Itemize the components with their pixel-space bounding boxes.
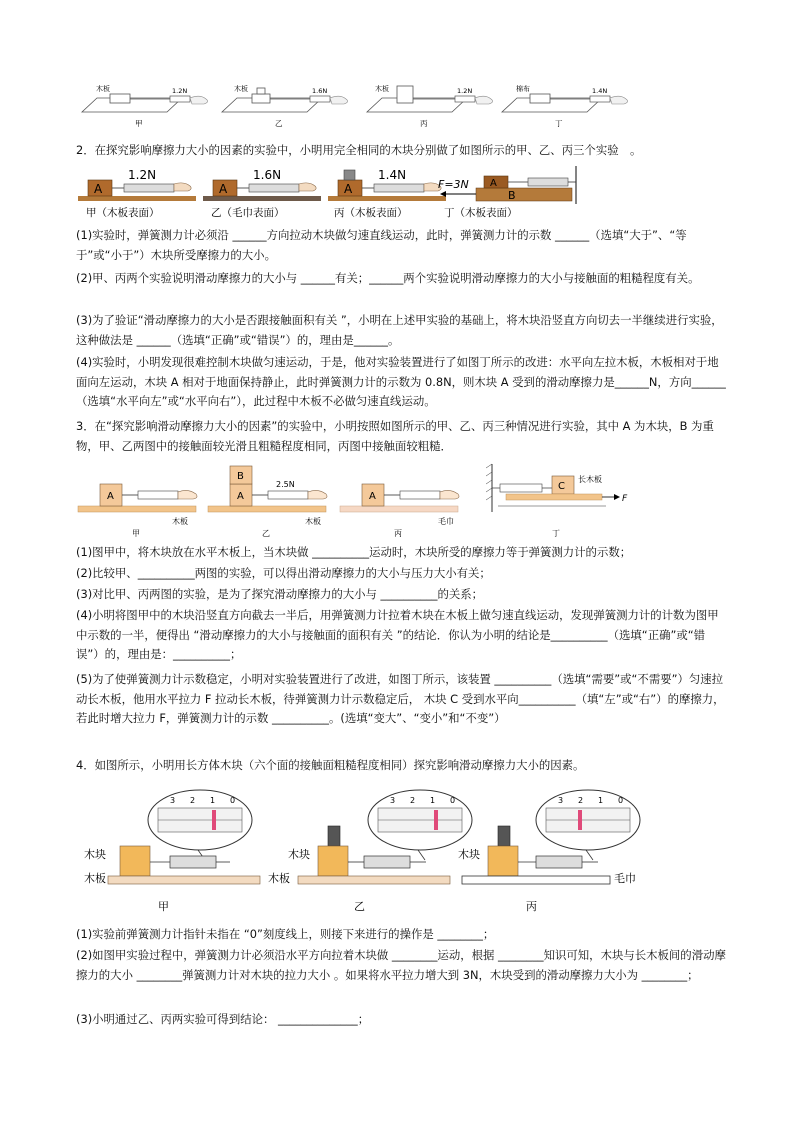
q4-yi-scale-1: 1 [430,796,436,805]
q4-jia-block: 木块 [84,848,106,861]
q2-panel-bing [328,168,446,201]
q3-panel-ding [486,464,628,512]
q3-surface-3: 毛巾 [438,517,454,526]
q2-block-b: B [508,189,516,202]
q4-panel-jia [84,790,260,913]
fig1-label-2: 木板 [234,85,248,93]
q2-reading-2: 1.6N [253,168,282,182]
q4-yi-scale-0: 0 [450,796,456,805]
fig1-caption-3: 丙 [420,119,428,128]
q2-part-1: (1)实验时，弹簧测力计必须沿 ______方向拉动木块做匀速直线运动，此时，弹簧测力计的示数 ______（选填“大于”、“等于”或“小于”）木块所受摩擦力的大小。 [76,228,687,262]
fig1-caption-1: 甲 [135,119,143,128]
fig1-reading-4: 1.4N [592,87,608,95]
q2-reading-3: 1.4N [378,168,407,182]
q4-jia-scale-0: 0 [230,796,236,805]
q2-part-3: (3)为了验证“滑动摩擦力的大小是否跟接触面积有关 ”，小明在上述甲实验的基础上，将木块沿竖直方向切去一半继续进行实验，这种做法是 ______（选填“正确”或“错误”）的，理由是______。 [76,313,723,347]
q4-panel-yi [268,790,472,913]
q3-yi-reading: 2.5N [276,480,295,489]
q4-jia-scale-2: 2 [190,796,196,805]
q3-surface-2: 木板 [305,517,321,526]
q3-jia-block-a: A [107,491,114,502]
fig1-panel-bing [367,84,493,112]
fig1-label-4: 棉布 [516,85,530,93]
q2-reading-1: 1.2N [128,168,157,182]
q2-caption-3: 丙（木板表面） [334,207,408,219]
q3-panel-jia [78,484,197,512]
fig1-caption-4: 丁 [555,119,563,128]
q3-part-3: (3)对比甲、丙两图的实验，是为了探究滑动摩擦力的大小与 __________的关系； [76,587,484,601]
q2-force-label: F=3N [438,178,469,191]
q4-stem: 4．如图所示，小明用长方体木块（六个面的接触面粗糙程度相同）探究影响滑动摩擦力大小的因素。 [76,758,585,772]
q2-block-a-2: A [219,182,228,196]
q3-surface-4: 长木板 [578,475,602,484]
q3-figure [76,462,636,542]
q4-part-3: (3)小明通过乙、丙两实验可得到结论： ______________； [76,1012,370,1026]
q2-caption-1: 甲（木板表面） [86,207,160,219]
q4-jia-board: 木板 [84,872,106,885]
q4-part-2: (2)如图甲实验过程中，弹簧测力计必须沿水平方向拉着木块做 ________运动，根据 ________知识可知，木块与长木板间的滑动摩擦力的大小 ________弹簧测力计对木块的拉力大小 。如果将水平拉力增大到 3N，木块受到的滑动摩擦力大小为 ________； [76,948,726,982]
q2-caption-2: 乙（毛巾表面） [211,207,285,219]
q4-caption-1: 甲 [158,900,169,913]
q4-bing-scale-3: 3 [558,796,564,805]
fig1-reading-2: 1.6N [312,87,328,95]
q3-caption-1: 甲 [132,529,140,538]
q4-yi-scale-3: 3 [390,796,396,805]
q4-bing-towel: 毛巾 [614,872,636,885]
q4-bing-block: 木块 [458,848,480,861]
fig1-panel-yi [222,84,348,112]
q4-part-1: (1)实验前弹簧测力计指针未指在 “0”刻度线上，则接下来进行的操作是 ________； [76,927,495,941]
q2-stem: 2．在探究影响摩擦力大小的因素的实验中，小明用完全相同的木块分别做了如图所示的甲、乙、丙三个实验 。 [76,143,642,157]
q4-jia-scale-1: 1 [210,796,216,805]
fig1-reading-1: 1.2N [172,87,188,95]
q4-yi-board: 木板 [268,872,290,885]
q3-part-4: (4)小明将图甲中的木块沿竖直方向截去一半后，用弹簧测力计拉着木块在木板上做匀速直线运动，发现弹簧测力计的计数为图甲中示数的一半，便得出 “滑动摩擦力的大小与接触面的面积有关 ”的结论．你认为小明的结论是__________（选填“正确”或“错误”）的，理由是：__________； [76,608,719,661]
q2-block-a-1: A [94,182,103,196]
fig1-caption-2: 乙 [275,119,283,128]
q3-surface-1: 木板 [172,517,188,526]
q2-block-a-4: A [490,178,497,189]
q4-figure [80,780,660,920]
q3-caption-4: 丁 [552,529,560,538]
q2-part-2: (2)甲、丙两个实验说明滑动摩擦力的大小与 ______有关；______两个实验说明滑动摩擦力的大小与接触面的粗糙程度有关。 [76,271,700,285]
q2-panel-jia [78,168,196,201]
q2-panel-yi [203,168,321,201]
q3-caption-2: 乙 [262,529,270,538]
q2-panel-ding [438,166,576,204]
q3-bing-block-a: A [369,491,376,502]
q3-yi-block-b: B [237,471,244,482]
figure-1 [72,80,632,130]
q4-bing-scale-1: 1 [598,796,604,805]
q3-part-2: (2)比较甲、__________两图的实验，可以得出滑动摩擦力的大小与压力大小有关； [76,566,491,580]
q3-panel-yi [208,466,327,512]
fig1-label-3: 木板 [375,85,389,93]
q4-bing-scale-2: 2 [578,796,584,805]
q2-block-a-3: A [344,182,353,196]
q3-yi-block-a: A [237,491,244,502]
fig1-reading-3: 1.2N [457,87,473,95]
q4-bing-scale-0: 0 [618,796,624,805]
fig1-panel-ding [502,84,628,112]
q3-part-1: (1)图甲中，将木块放在水平木板上，当木块做 __________运动时，木块所受的摩擦力等于弹簧测力计的示数； [76,545,632,559]
q4-yi-block: 木块 [288,848,310,861]
q4-caption-3: 丙 [526,900,537,913]
q3-ding-force: F [622,494,628,504]
q3-caption-3: 丙 [394,529,402,538]
fig1-label-1: 木板 [96,85,110,93]
q4-panel-bing [458,790,640,913]
q3-ding-block-c: C [558,481,565,492]
fig1-panel-jia [82,84,208,112]
q3-stem: 3．在“探究影响滑动摩擦力大小的因素”的实验中，小明按照如图所示的甲、乙、丙三种情况进行实验，其中 A 为木块，B 为重物，甲、乙两图中的接触面较光滑且粗糙程度相同，丙图中接触面较粗糙． [76,419,714,453]
q3-panel-bing [340,484,459,512]
q3-part-5: (5)为了使弹簧测力计示数稳定，小明对实验装置进行了改进，如图丁所示，该装置 __________（选填“需要”或“不需要”）匀速拉动长木板，他用水平拉力 F 拉动长木板，待弹簧测力计示数稳定后， 木块 C 受到水平向__________（填“左”或“右”）的摩擦力，若此时增大拉力 F，弹簧测力计的示数 __________。(选填“变大”、“变小”和“不变”） [76,672,725,725]
q2-figure [76,166,596,222]
q2-caption-4: 丁（木板表面） [444,207,518,219]
q4-jia-scale-3: 3 [170,796,176,805]
q2-part-4: (4)实验时，小明发现很难控制木块做匀速运动，于是，他对实验装置进行了如图丁所示的改进：水平向左拉木板，木板相对于地面向左运动，木块 A 相对于地面保持静止，此时弹簧测力计的示数为 0.8N，则木块 A 受到的滑动摩擦力是______N，方向______（选填“水平向左”或“水平向右”），此过程中木板不必做匀速直线运动。 [76,355,726,408]
q4-caption-2: 乙 [354,900,365,913]
q4-yi-scale-2: 2 [410,796,416,805]
